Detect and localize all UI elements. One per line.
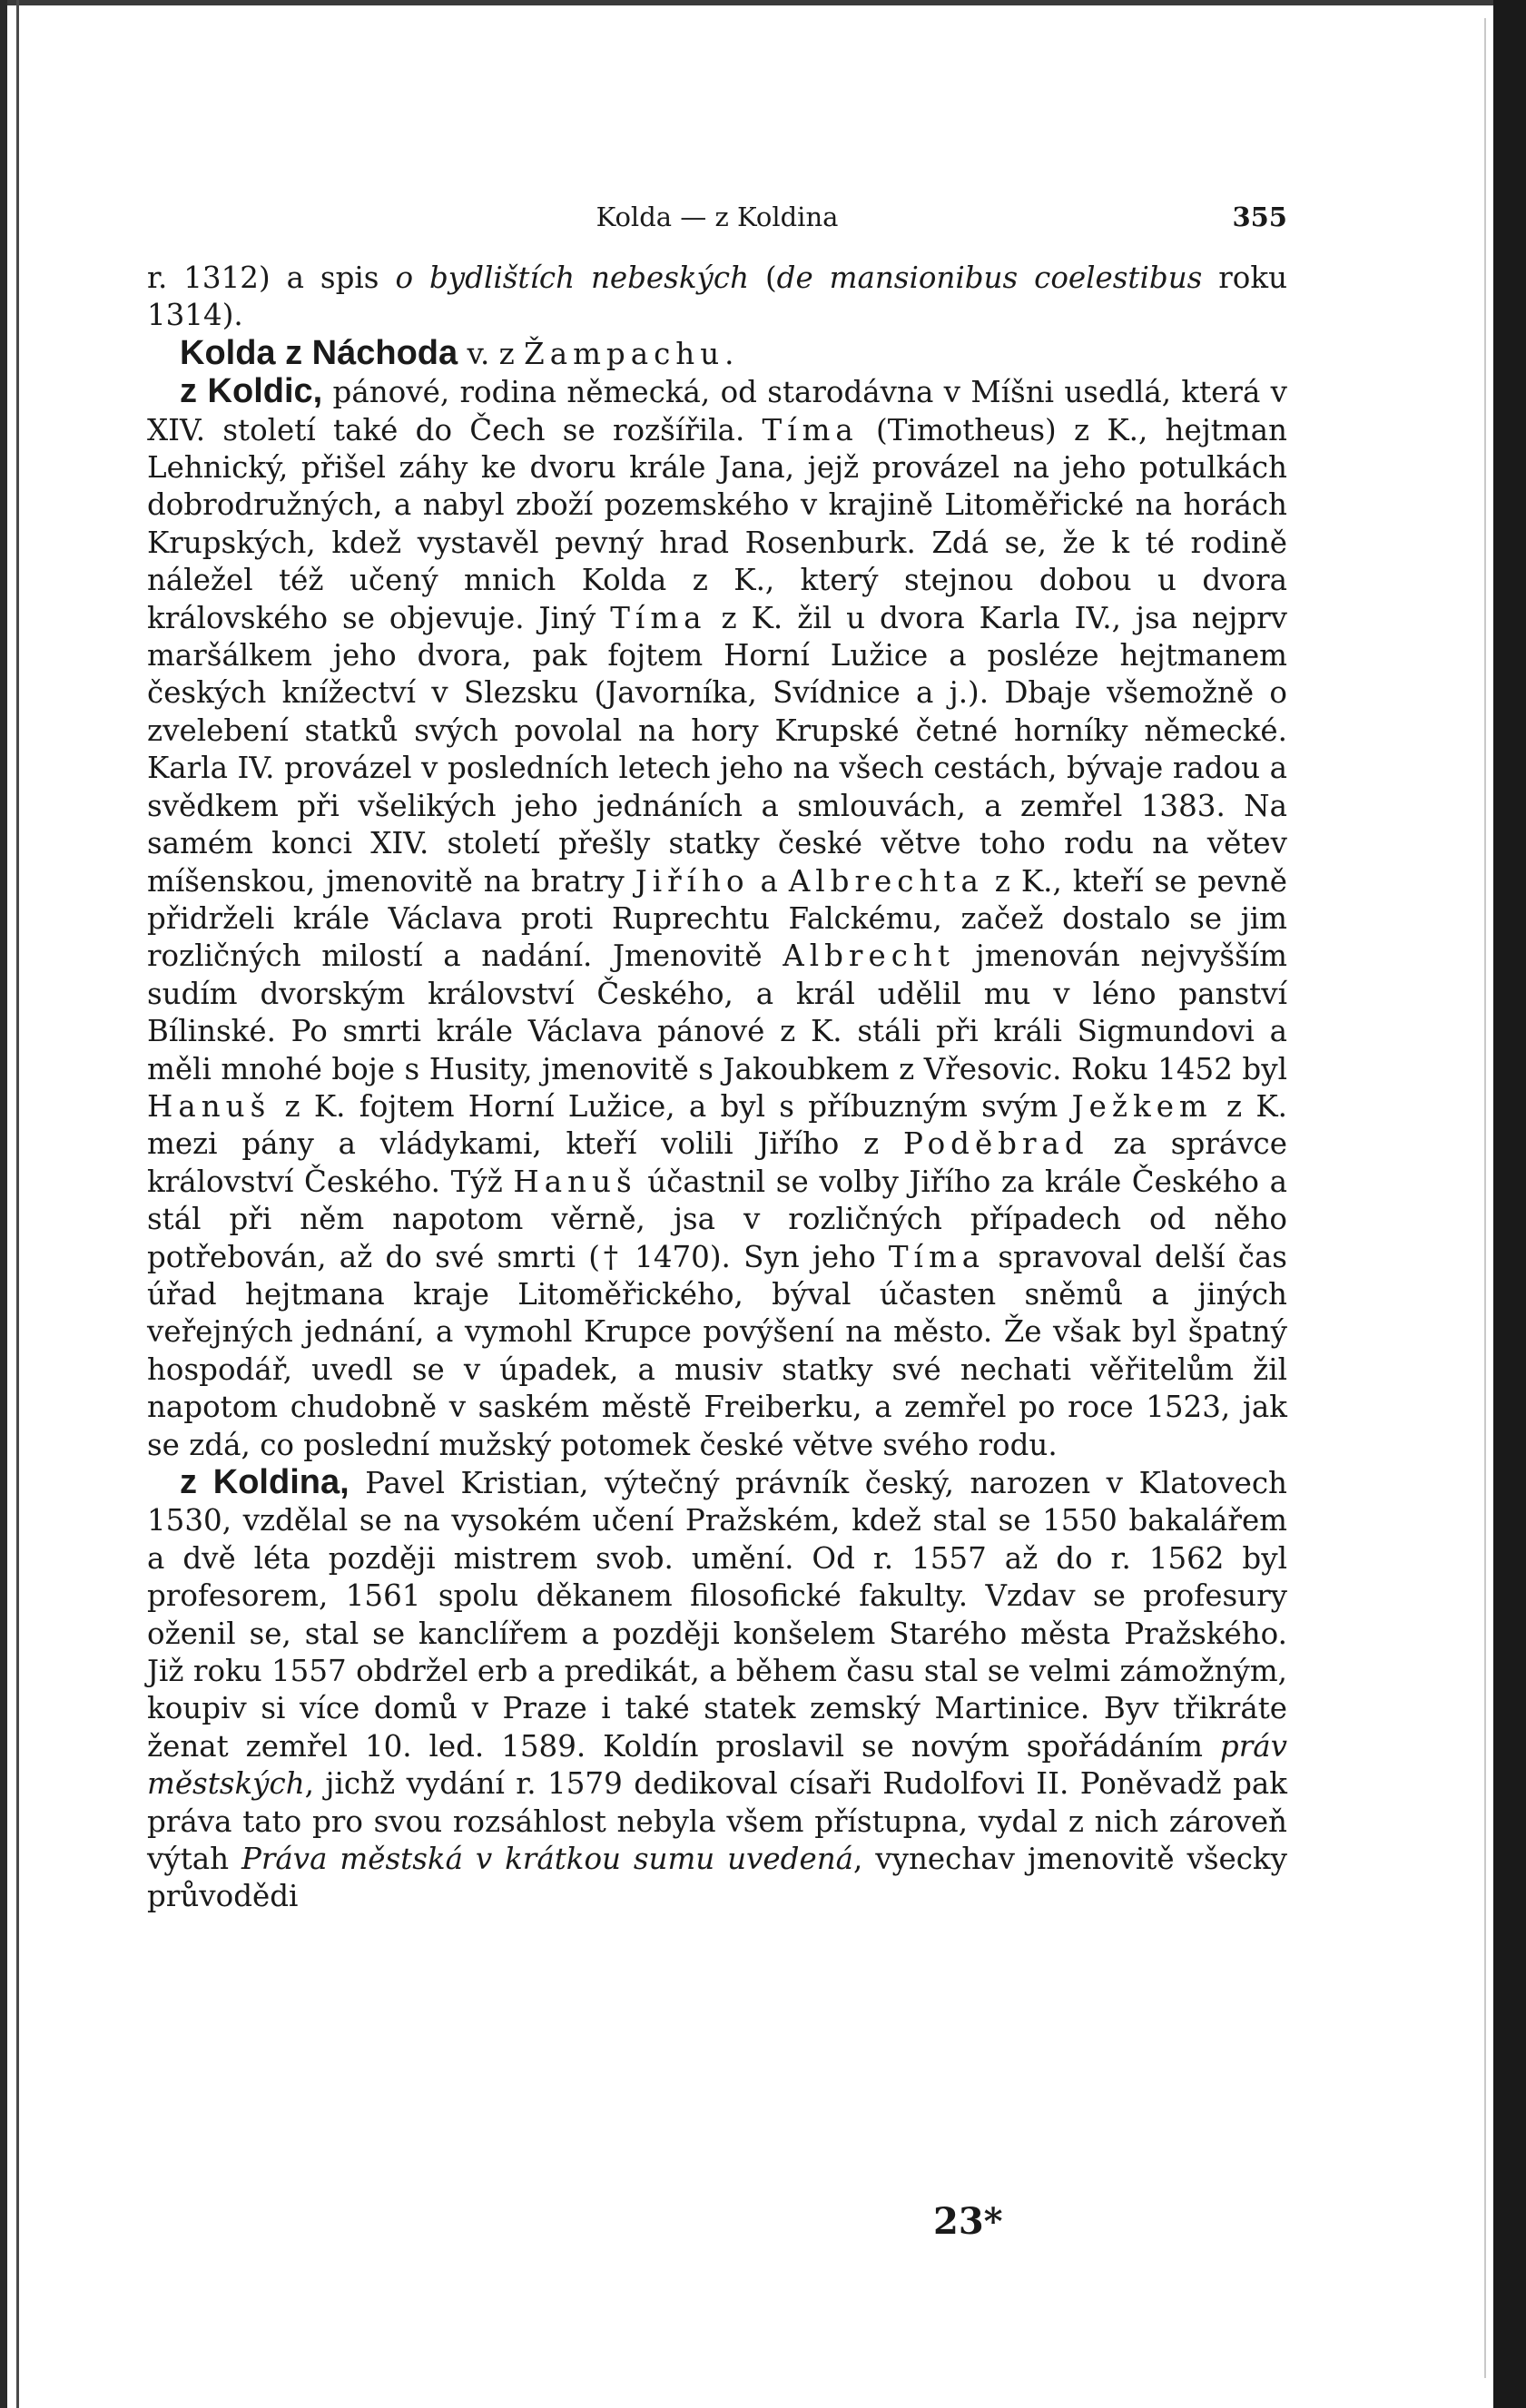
- scan-left-edge: [0, 0, 7, 2408]
- spaced-name: Tíma: [762, 412, 859, 447]
- spaced-name: Albrechta: [788, 863, 984, 899]
- spaced-name: Žampachu: [524, 336, 725, 371]
- text-run: r. 1312) a spis: [147, 260, 396, 295]
- page-number: 355: [1232, 201, 1287, 232]
- spaced-name: Hanuš: [513, 1164, 637, 1199]
- text-run: z K. žil u dvora Karla IV., jsa nejprv maršálkem jeho dvora, pak fojtem Horní Lužice a posléze hejtmanem českých knížectví v Slezsku (Javorníka, Svídnice a j.). Dbaje všemožně o zvelebení statků svých povolal na hory Krupské četné horníky německé. Karla IV. provázel v posledních letech jeho na všech cestách, bývaje radou a svědkem při všelikých jeho jednáních a smlouvách, a zemřel 1383. Na samém konci XIV. století přešly statky české větve toho rodu na větev míšenskou, jmenovitě na bratry: [147, 600, 1287, 899]
- text-run: z K. mezi pány a vládykami, kteří volili Jiřího z: [147, 1088, 1287, 1162]
- spaced-name: Hanuš: [147, 1088, 271, 1124]
- spaced-name: Tíma: [610, 600, 707, 635]
- paragraph-continuation: [147, 260, 1287, 335]
- scan-top-edge: [0, 0, 1526, 5]
- text-run: za správce království Českého. Týž: [147, 1126, 1287, 1199]
- text-run: , jichž vydání r. 1579 dedikoval císaři Rudolfovi II. Poněvadž pak práva tato pro svou rozsáhlost nebyla všem přístupna, vydal z nich zároveň výtah: [147, 1766, 1287, 1877]
- entry-headword: z Koldina,: [180, 1463, 350, 1501]
- text-run: Pavel Kristian, výtečný právník český, narozen v Klatovech 1530, vzdělal se na vysokém učení Pražském, kdež stal se 1550 bakalářem a dvě léta později mistrem svob. umění. Od r. 1557 až do r. 1562 byl profesorem, 1561 spolu děkanem filosofické fakulty. Vzdav se profesury oženil se, stal se kanclířem a později konšelem Starého města Pražského. Již roku 1557 obdržel erb a predikát, a během času stal se velmi zámožným, koupiv si více domů v Praze i také statek zemský Martinice. Byv třikráte ženat zemřel 10. led. 1589. Koldín proslavil se novým spořádáním: [147, 1466, 1287, 1764]
- entry-headword: Kolda z Náchoda: [180, 333, 458, 372]
- spaced-name: Ježkem: [1071, 1088, 1213, 1124]
- scan-right-edge: [1493, 0, 1526, 2408]
- entry-z-koldina: [147, 1464, 1287, 1916]
- text-run: (: [749, 260, 777, 295]
- italic-title: o bydlištích nebeských: [395, 260, 750, 295]
- text-run: spravoval delší čas úřad hejtmana kraje Litoměřického, býval účasten sněmů a jiných veřejných jednání, a vymohl Krupce povýšení na město. Že však byl špatný hospodář, uvedl se v úpadek, a musiv statky své nechati věřitelům žil napotom chudobně v saském městě Freiberku, a zemřel po roce 1523, jak se zdá, co poslední mužský potomek české větve svého rodu.: [147, 1239, 1287, 1462]
- spaced-name: Poděbrad: [903, 1126, 1089, 1162]
- entry-headword: z Koldic,: [180, 372, 323, 411]
- spaced-name: Jiřího: [635, 863, 750, 899]
- entry-kolda-z-nachoda: [147, 335, 1287, 373]
- book-page: [147, 192, 1287, 1916]
- text-run: a: [749, 863, 789, 899]
- text-run: roku 1314).: [147, 260, 1287, 333]
- spaced-name: Albrecht: [783, 939, 955, 974]
- running-head: [147, 192, 1287, 238]
- italic-title: práv městských: [147, 1728, 1287, 1802]
- text-run: v. z: [458, 336, 525, 371]
- spaced-name: Tíma: [888, 1239, 986, 1274]
- text-run: .: [724, 336, 734, 371]
- text-run: jmenován nejvyšším sudím dvorským království Českého, a král udělil mu v léno panství Bílinské. Po smrti krále Václava pánové z K. stáli při králi Sigmundovi a měli mnohé boje s Husity, jmenovitě s Jakoubkem z Vřesovic. Roku 1452 byl: [147, 939, 1287, 1086]
- running-title: Kolda — z Koldina: [596, 201, 839, 232]
- text-run: (Timotheus) z K., hejtman Lehnický, přišel záhy ke dvoru krále Jana, jejž provázel na jeho potulkách dobrodružných, a nabyl zboží pozemského v krajině Litoměřické na horách Krupských, kdež vystavěl pevný hrad Rosenburk. Zdá se, že k té rodině náležel též učený mnich Kolda z K., který stejnou dobou u dvora královského se objevuje. Jiný: [147, 412, 1287, 635]
- scan-right-line: [1484, 18, 1486, 2378]
- text-run: z K. fojtem Horní Lužice, a byl s příbuzným svým: [271, 1088, 1072, 1124]
- text-run: z K., kteří se pevně přidrželi krále Václava proti Ruprechtu Falckému, začež dostalo se jim rozličných milostí a nadání. Jmenovitě: [147, 863, 1287, 974]
- entry-z-koldic: [147, 373, 1287, 1464]
- italic-title: Práva městská v krátkou sumu uvedená: [241, 1842, 853, 1877]
- text-run: pánové, rodina německá, od starodávna v Míšni usedlá, která v XIV. století také do Čech se rozšířila.: [147, 375, 1287, 447]
- text-run: , vynechav jmenovitě všecky průvodědi: [147, 1842, 1287, 1914]
- scan-left-line: [16, 0, 19, 2408]
- body-text: [147, 260, 1287, 1916]
- signature-mark: 23*: [933, 2200, 1003, 2243]
- italic-title: de mansionibus coelestibus: [776, 260, 1203, 295]
- text-run: účastnil se volby Jiřího za krále Českého a stál při něm napotom věrně, jsa v rozličných případech od něho potřebován, až do své smrti († 1470). Syn jeho: [147, 1164, 1287, 1274]
